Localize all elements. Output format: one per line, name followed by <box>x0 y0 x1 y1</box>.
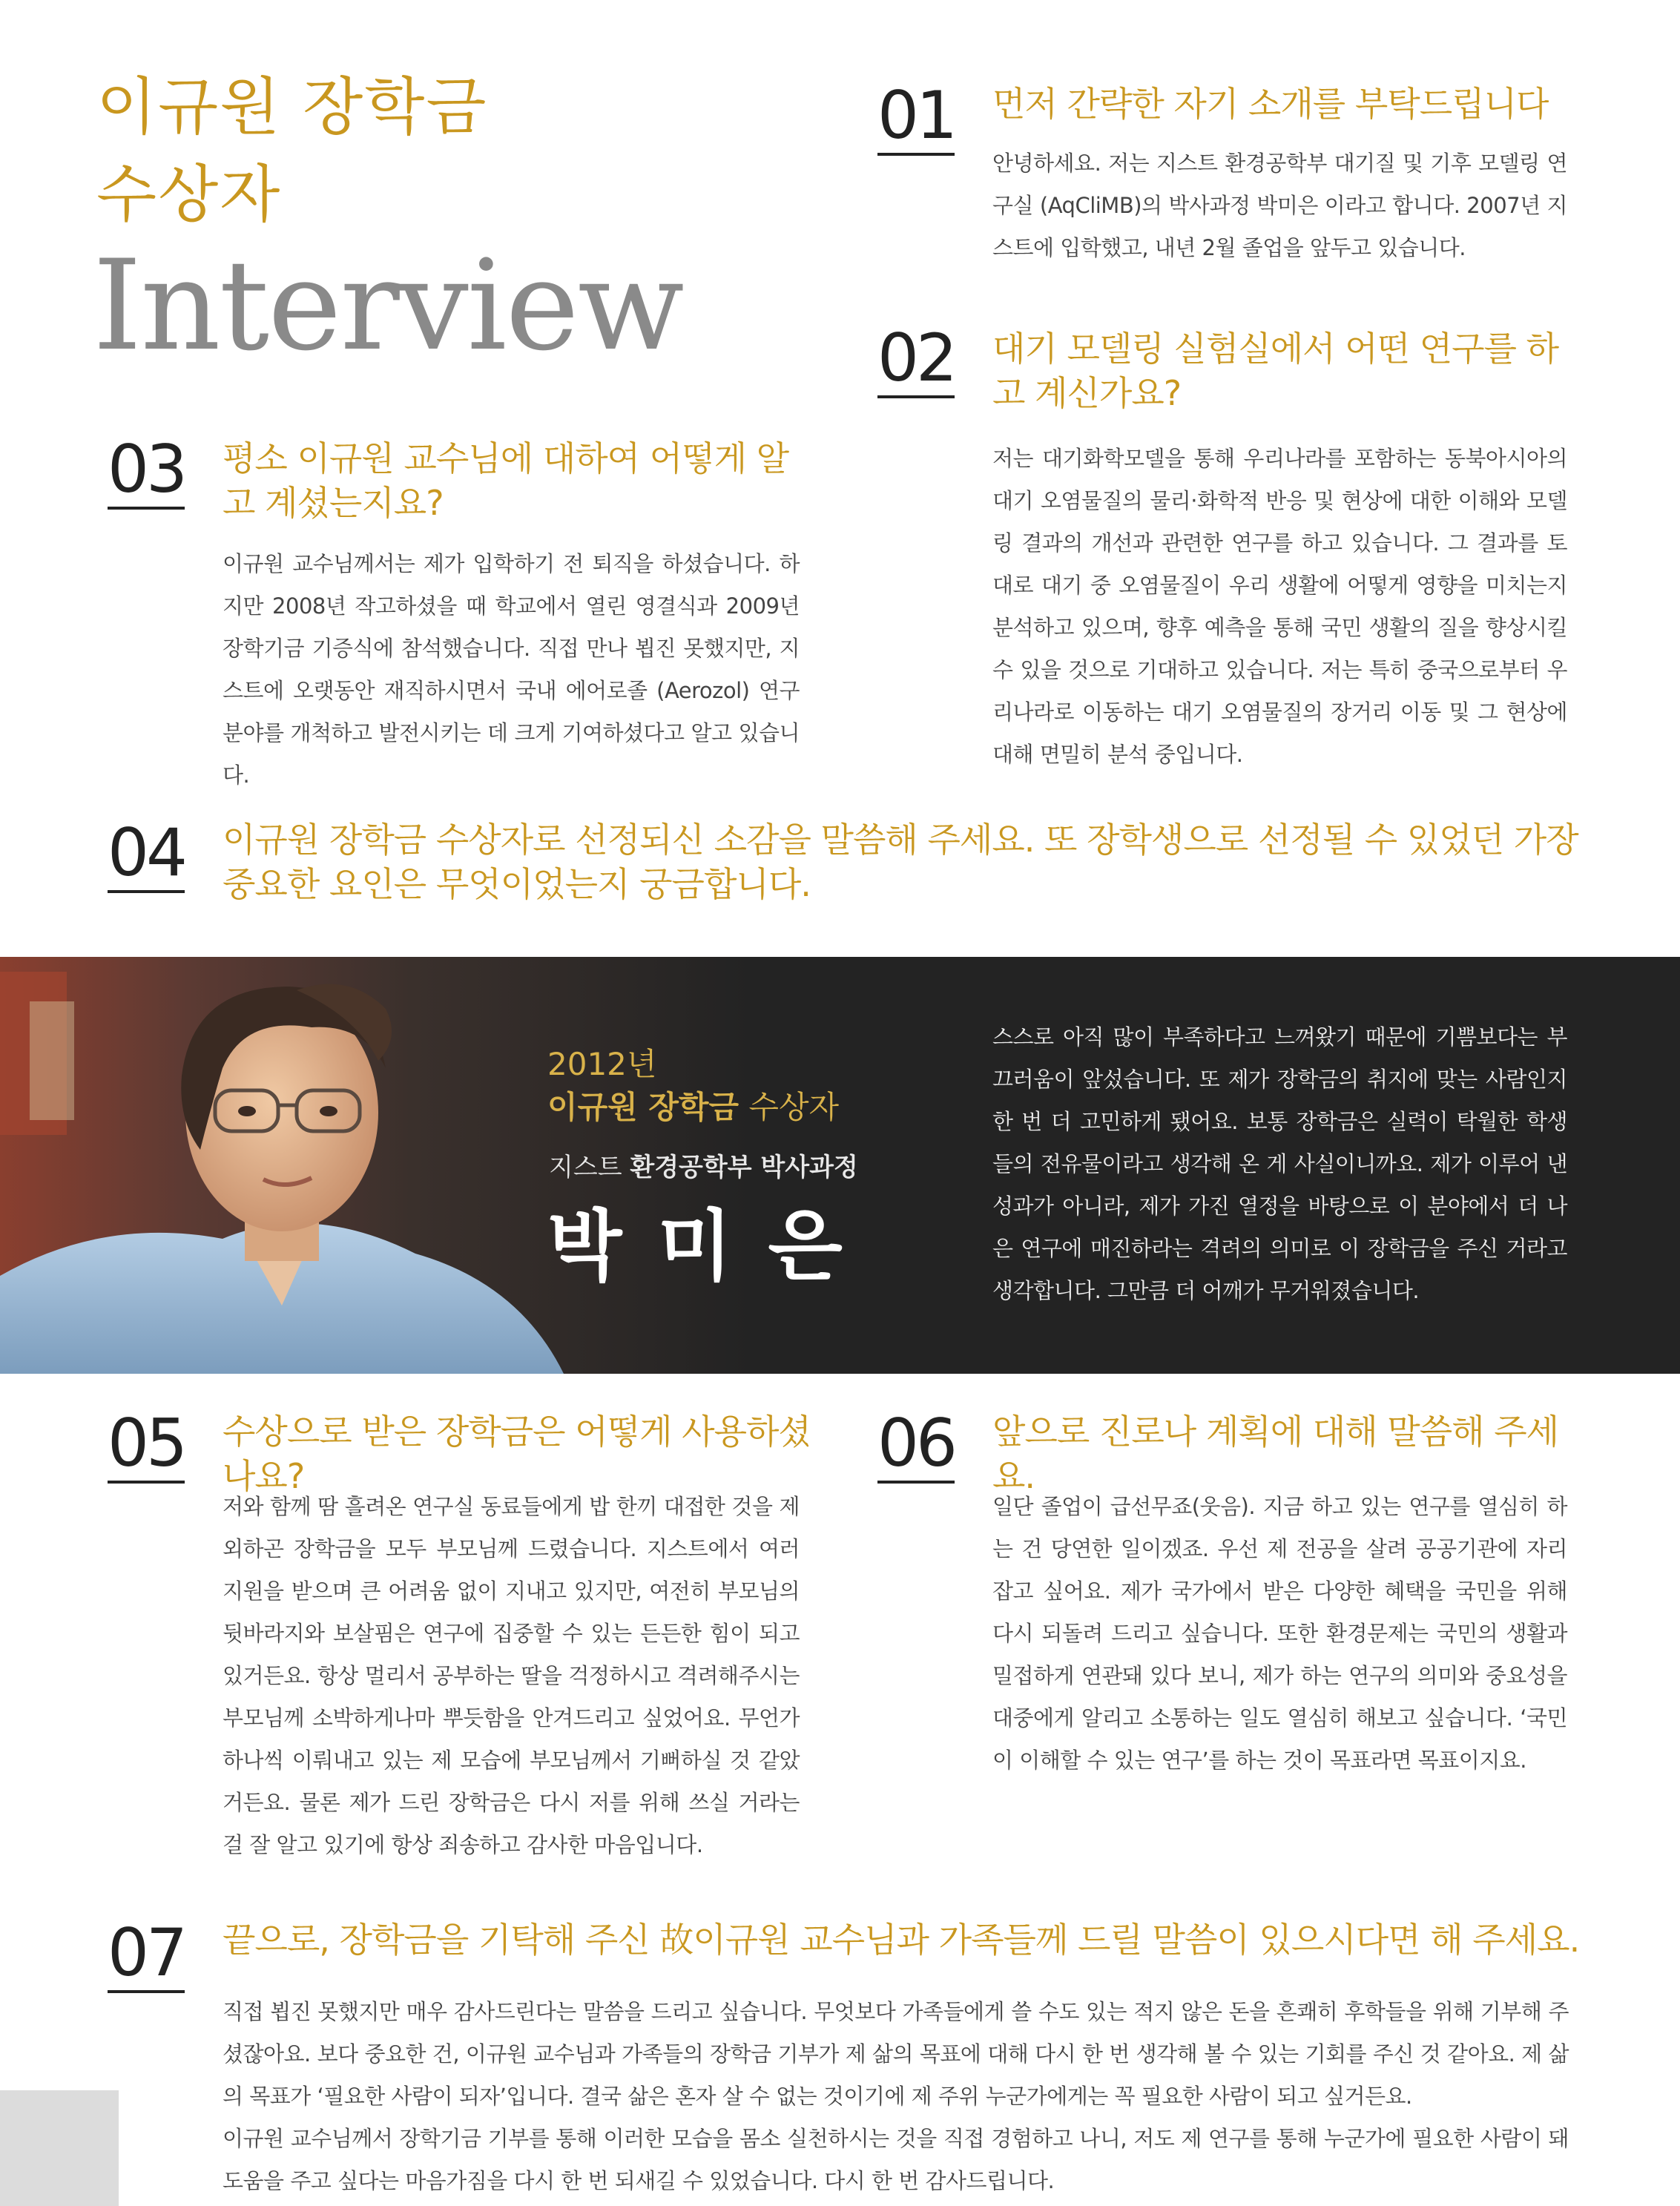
title-line-2: 수상자 <box>96 158 282 231</box>
answer-01: 안녕하세요. 저는 지스트 환경공학부 대기질 및 기후 모델링 연구실 (AqCliMB)의 박사과정 박미은 이라고 합니다. 2007년 지스트에 입학했고, 내년 2월 졸업을 앞두고 있습니다. <box>992 151 1567 260</box>
award-suffix: 수상자 <box>739 1089 840 1125</box>
question-title-03: 평소 이규원 교수님에 대하여 어떻게 알고 계셨는지요? <box>223 438 789 523</box>
department-prefix: 지스트 <box>549 1153 630 1182</box>
department-line <box>549 1151 858 1184</box>
answer-07-paragraph-2: 이규원 교수님께서 장학기금 기부를 통해 이러한 모습을 몸소 실천하시는 것을 직접 경험하고 나니, 저도 제 연구를 통해 누군가에 필요한 사람이 돼 도움을 주고 싶다는 마음가짐을 다시 한 번 되새길 수 있었습니다. 다시 한 번 감사드립니다. <box>223 2126 1569 2193</box>
title-line-1: 이규원 장학금 <box>96 70 488 143</box>
question-number-07: 07 <box>108 1917 185 1993</box>
answer-04: 스스로 아직 많이 부족하다고 느껴왔기 때문에 기쁨보다는 부끄러움이 앞섰습니다. 또 제가 장학금의 취지에 맞는 사람인지 한 번 더 고민하게 됐어요. 보통 장학금은 실력이 탁월한 학생들의 전유물이라고 생각해 온 게 사실이니까요. 제가 이루어 낸 성과가 아니라, 제가 가진 열정을 바탕으로 이 분야에서 더 나은 연구에 매진하라는 격려의 의미로 이 장학금을 주신 거라고 생각합니다. 그만큼 더 어깨가 무거워졌습니다. <box>992 1024 1567 1303</box>
page-corner-block <box>0 2090 119 2206</box>
answer-03: 이규원 교수님께서는 제가 입학하기 전 퇴직을 하셨습니다. 하지만 2008년 작고하셨을 때 학교에서 열린 영결식과 2009년 장학기금 기증식에 참석했습니다. 직접 만나 뵙진 못했지만, 지스트에 오랫동안 재직하시면서 국내 에어로졸 (Aerozol) 연구 분야를 개척하고 발전시키는 데 크게 기여하셨다고 알고 있습니다. <box>223 551 800 788</box>
question-title-02: 대기 모델링 실험실에서 어떤 연구를 하고 계신가요? <box>992 329 1559 413</box>
question-number-03: 03 <box>108 434 185 510</box>
title-interview: Interview <box>93 233 683 378</box>
answer-06: 일단 졸업이 급선무죠(웃음). 지금 하고 있는 연구를 열심히 하는 건 당연한 일이겠죠. 우선 제 전공을 살려 공공기관에 자리 잡고 싶어요. 제가 국가에서 받은 다양한 혜택을 국민을 위해 다시 되돌려 드리고 싶습니다. 또한 환경문제는 국민의 생활과 밀접하게 연관돼 있다 보니, 제가 하는 연구의 의미와 중요성을 대중에게 알리고 소통하는 일도 열심히 해보고 싶습니다. ‘국민이 이해할 수 있는 연구’를 하는 것이 목표라면 목표이지요. <box>992 1494 1567 1773</box>
answer-02: 저는 대기화학모델을 통해 우리나라를 포함하는 동북아시아의 대기 오염물질의 물리·화학적 반응 및 현상에 대한 이해와 모델링 결과의 개선과 관련한 연구를 하고 있습니다. 그 결과를 토대로 대기 중 오염물질이 우리 생활에 어떻게 영향을 미치는지 분석하고 있으며, 향후 예측을 통해 국민 생활의 질을 향상시킬 수 있을 것으로 기대하고 있습니다. 저는 특히 중국으로부터 우리나라로 이동하는 대기 오염물질의 장거리 이동 및 그 현상에 대해 면밀히 분석 중입니다. <box>992 446 1567 767</box>
question-title-07: 끝으로, 장학금을 기탁해 주신 故이규원 교수님과 가족들께 드릴 말씀이 있으시다면 해 주세요. <box>223 1920 1580 1960</box>
question-number-01: 01 <box>877 80 955 156</box>
question-title-04: 이규원 장학금 수상자로 선정되신 소감을 말씀해 주세요. 또 장학생으로 선정될 수 있었던 가장 중요한 요인은 무엇이었는지 궁금합니다. <box>223 820 1578 904</box>
question-title-05: 수상으로 받은 장학금은 어떻게 사용하셨나요? <box>223 1412 811 1496</box>
question-number-04: 04 <box>108 817 185 893</box>
profile-banner <box>0 957 1680 1374</box>
award-year: 2012년 <box>547 1046 657 1082</box>
award-line <box>547 1089 839 1126</box>
answer-07-paragraph-1: 직접 뵙진 못했지만 매우 감사드린다는 말씀을 드리고 싶습니다. 무엇보다 가족들에게 쓸 수도 있는 적지 않은 돈을 흔쾌히 후학들을 위해 기부해 주셨잖아요. 보다 중요한 건, 이규원 교수님과 가족들의 장학금 기부가 제 삶의 목표에 대해 다시 한 번 생각해 볼 수 있는 기회를 주신 것 같아요. 제 삶의 목표가 ‘필요한 사람이 되자’입니다. 결국 삶은 혼자 살 수 없는 것이기에 제 주위 누군가에게는 꼭 필요한 사람이 되고 싶거든요. <box>223 1999 1569 2109</box>
question-title-01: 먼저 간략한 자기 소개를 부탁드립니다 <box>992 84 1549 124</box>
interviewee-name: 박 미 은 <box>547 1201 847 1291</box>
answer-05: 저와 함께 땀 흘려온 연구실 동료들에게 밥 한끼 대접한 것을 제외하곤 장학금을 모두 부모님께 드렸습니다. 지스트에서 여러 지원을 받으며 큰 어려움 없이 지내고 있지만, 여전히 부모님의 뒷바라지와 보살핌은 연구에 집중할 수 있는 든든한 힘이 되고 있거든요. 항상 멀리서 공부하는 딸을 걱정하시고 격려해주시는 부모님께 소박하게나마 뿌듯함을 안겨드리고 싶었어요. 무언가 하나씩 이뤄내고 있는 제 모습에 부모님께서 기뻐하실 것 같았거든요. 물론 제가 드린 장학금은 다시 저를 위해 쓰실 거라는 걸 잘 알고 있기에 항상 죄송하고 감사한 마음입니다. <box>223 1494 800 1857</box>
question-number-05: 05 <box>108 1408 185 1484</box>
question-number-02: 02 <box>877 323 955 398</box>
question-number-06: 06 <box>877 1408 955 1484</box>
question-title-06: 앞으로 진로나 계획에 대해 말씀해 주세요. <box>992 1412 1559 1496</box>
header-title <box>96 63 616 238</box>
department-name: 환경공학부 박사과정 <box>630 1153 858 1182</box>
award-name: 이규원 장학금 <box>547 1089 739 1125</box>
